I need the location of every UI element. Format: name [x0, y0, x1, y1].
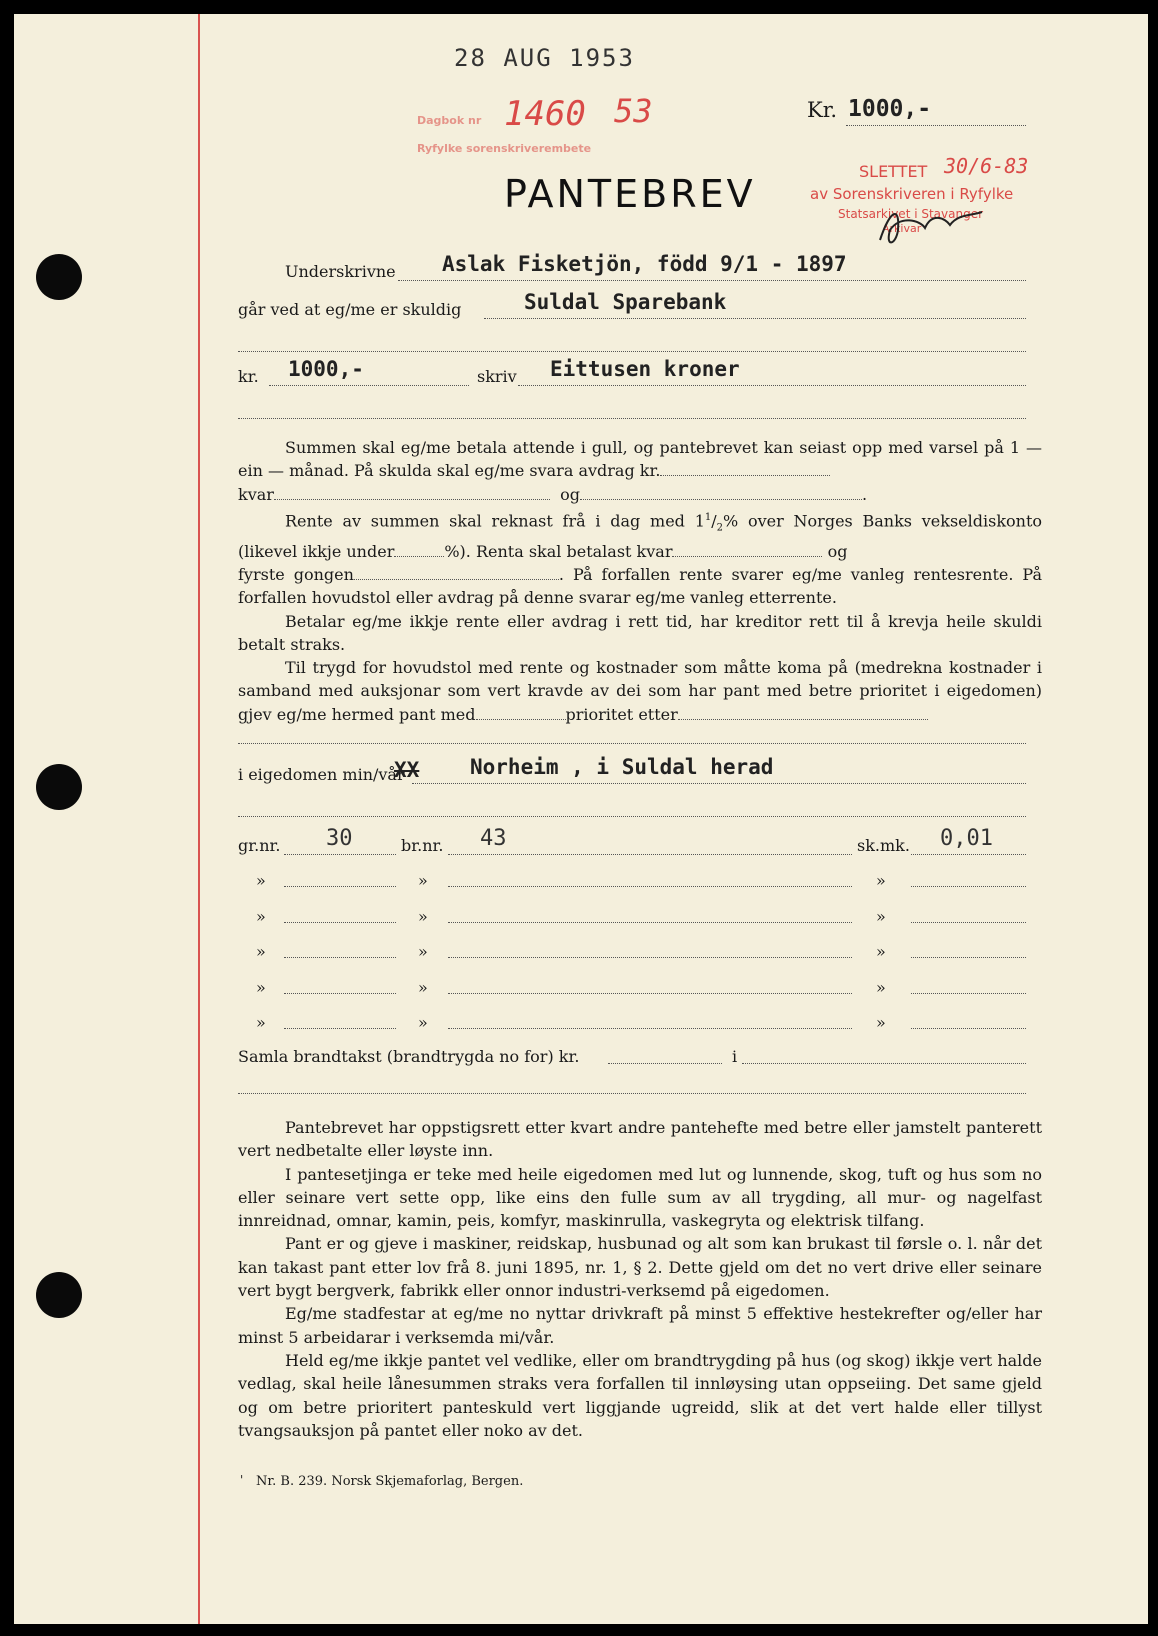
condition-paragraph: Held eg/me ikkje pantet vel vedlike, eller om brandtrygding på hus (og skog) ikkje vert halde vedlag, skal heile lånesummen straks vera forfallen til innløysing utan oppseiing. Det same gjeld og om betre prioritert panteskuld vert liggjande ugreidd, slik at det vert halde eller tillyst tvangsauksjon på pantet eller noko av det. — [238, 1350, 1042, 1440]
footer-tick: ' — [240, 1473, 244, 1487]
punch-hole — [36, 254, 82, 300]
date-stamp: 28 AUG 1953 — [454, 44, 635, 72]
dotted-line — [518, 384, 1026, 386]
dotted-line — [484, 317, 1026, 319]
amount-header-value: 1000,- — [848, 96, 932, 122]
terms-paragraph-3: Betalar eg/me ikkje rente eller avdrag i rett tid, har kreditor rett til å krevja heile skuldi betalt straks. — [238, 611, 1042, 654]
dotted-line — [846, 124, 1026, 126]
deletion-stamp-line2: av Sorenskriveren i Ryfylke — [810, 185, 1014, 203]
dotted-line — [238, 742, 1026, 744]
condition-paragraph: Pantebrevet har oppstigsrett etter kvart andre pantehefte med betre eller jamstelt panterett vert nedbetalte eller løyste inn. — [238, 1118, 1042, 1161]
gr-label: gr.nr. — [238, 836, 281, 855]
registration-number: 1460 — [504, 94, 586, 134]
registration-stamp-line1: Dagbok nr — [417, 114, 482, 127]
registration-year: 53 — [614, 92, 653, 130]
kr-label: kr. — [238, 367, 259, 386]
margin-line — [198, 14, 200, 1624]
dotted-line — [608, 1062, 722, 1064]
sk-label: sk.mk. — [857, 836, 910, 855]
condition-paragraph: Pant er og gjeve i maskiner, reidskap, husbunad og alt som kan brukast til førsle o. l. når det kan takast pant etter lov frå 8. juni 1895, nr. 1, § 2. Dette gjeld om det no vert drive eller seinare vert bygt bergverk, fabrikk eller onnor industri-verksemd på eigedomen. — [238, 1234, 1042, 1301]
deletion-stamp-line4: Arkivar — [882, 222, 922, 235]
brandtakst-i: i — [732, 1047, 738, 1066]
dotted-line — [911, 853, 1026, 855]
brandtakst-label: Samla brandtakst (brandtrygda no for) kr. — [238, 1047, 580, 1066]
punch-hole — [36, 764, 82, 810]
footer-text: Nr. B. 239. Norsk Skjemaforlag, Bergen. — [256, 1474, 524, 1489]
conditions-block — [238, 1116, 1042, 1442]
document-page: 28 AUG 1953 Dagbok nr Ryfylke sorenskriverembete 1460 53 Kr. 1000,- PANTEBREV SLETTET 30/6-83 av Sorenskriveren i Ryfylke Statsarkivet i Stavanger Arkivar Underskrivne Aslak Fisketjön, född 9/1 - 1897 går ved at eg/me er skuldig Suldal Sparebank kr. 1000,- skriv Eittusen kroner Summen skal eg/me betala attende i gull, og pantebrevet kan seiast opp med varsel på 1 — ein — månad. På skulda skal eg/me svara avdrag kr. kvar og . Rente av summen skal reknast frå i dag med $1^1/_2\%$ over Norges Banks vekseldiskonto (likevel ikkje under %). Renta skal betalast kvar og fyrste gongen . På forfallen rente svarer eg/me vanleg rentesrente. På forfallen hovudstol eller avdrag på denne svarar eg/me vanleg etterrente. Betalar eg/me ikkje rente eller avdrag i rett tid, har kreditor rett til å krevja heile skuldi betalt straks. Til trygd for hovudstol med rente og kostnader som måtte koma på (medrekna kostnader i samband med auksjonar som vert kravde av dei som har pant med betre prioritet i eigedomen) gjev eg/me hermed pant med prioritet etter i eigedomen min/vår XX Norheim , i Suldal herad gr.nr. 30 br.nr. 43 sk.mk. 0,01 » » » » » » » » » » » » » » » Samla brandtakst (brandtrygda no for) kr. i Pantebrevet har oppstigsrett etter kvart andre pantehefte med betre eller jamstelt panterett vert nedbetalte eller løyste inn. I pantesetjinga er teke med heile eigedomen med lut og lunnende, skog, tuft og hus som no eller seinare vert sette opp, like eins den fulle sum av all trygding, all mur- og nagelfast innreidnad, omnar, kamin, peis, komfyr, maskinrulla, vaskegryta og elektrisk tilfang. Pant er og gjeve i maskiner, reidskap, husbunad og alt som kan brukast til førsle o. l. når det kan takast pant etter lov frå 8. juni 1895, nr. 1, § 2. Dette gjeld om det no vert drive eller seinare vert bygt bergverk, fabrikk eller onnor industri-verksemd på eigedomen. Eg/me stadfestar at eg/me no nyttar drivkraft på minst 5 effektive hestekrefter og/eller har minst 5 arbeidarar i verksemda mi/vår. Held eg/me ikkje pantet vel vedlike, eller om brandtrygding på hus (og skog) ikkje vert halde vedlag, skal heile lånesummen straks vera forfallen til innløysing utan oppseiing. Det same gjeld og om betre prioritert panteskuld vert liggjande ugreidd, slik at det vert halde eller tillyst tvangsauksjon på pantet eller noko av det. ' Nr. B. 239. Norsk Skjemaforlag, Bergen. — [14, 14, 1148, 1624]
dotted-line — [238, 417, 1026, 419]
terms-kvar-line: kvar og . — [238, 484, 868, 504]
eigedom-struck: XX — [394, 758, 420, 782]
sk-value: 0,01 — [940, 826, 993, 851]
amount-header-label: Kr. — [807, 98, 838, 122]
dotted-line — [284, 853, 396, 855]
br-label: br.nr. — [401, 836, 444, 855]
dotted-line — [398, 279, 1026, 281]
dotted-line — [448, 853, 852, 855]
dotted-line — [238, 350, 1026, 352]
kr-value: 1000,- — [288, 357, 364, 381]
dotted-line — [412, 782, 1026, 784]
registration-stamp-line2: Ryfylke sorenskriverembete — [417, 142, 592, 155]
skuldig-value: Suldal Sparebank — [524, 290, 727, 314]
dotted-line — [238, 1092, 1026, 1094]
terms-block — [238, 436, 1042, 726]
deletion-stamp-line1: SLETTET — [859, 162, 928, 181]
br-value: 43 — [480, 826, 507, 851]
condition-paragraph: I pantesetjinga er teke med heile eigedomen med lut og lunnende, skog, tuft og hus som no eller seinare vert sette opp, like eins den fulle sum av all trygding, all mur- og nagelfast innreidnad, omnar, kamin, peis, komfyr, maskinrulla, vaskegryta og elektrisk tilfang. — [238, 1164, 1042, 1231]
underskrivne-label: Underskrivne — [285, 262, 396, 281]
terms-paragraph-4: Til trygd for hovudstol med rente og kostnader som måtte koma på (medrekna kostnader i samband med auksjonar som vert kravde av dei som har pant med betre prioritet i eigedomen) gjev eg/me hermed pant med prioritet etter — [238, 658, 1042, 724]
dotted-line — [238, 815, 1026, 817]
skriv-value: Eittusen kroner — [550, 357, 740, 381]
skuldig-label: går ved at eg/me er skuldig — [238, 300, 462, 319]
deletion-stamp-line3: Statsarkivet i Stavanger — [838, 207, 984, 221]
skriv-label: skriv — [477, 367, 517, 386]
deletion-stamp-date: 30/6-83 — [944, 154, 1029, 178]
underskrivne-value: Aslak Fisketjön, född 9/1 - 1897 — [442, 252, 847, 276]
gr-value: 30 — [326, 826, 353, 851]
eigedom-label: i eigedomen min/vår — [238, 765, 405, 784]
dotted-line — [269, 384, 469, 386]
eigedom-value: Norheim , i Suldal herad — [470, 755, 774, 779]
condition-paragraph: Eg/me stadfestar at eg/me no nyttar drivkraft på minst 5 effektive hestekrefter og/eller har minst 5 arbeidarar i verksemda mi/vår. — [238, 1304, 1042, 1347]
dotted-line — [742, 1062, 1026, 1064]
terms-paragraph-2: Rente av summen skal reknast frå i dag med $1^1/_2\%$ over Norges Banks vekseldiskonto (likevel ikkje under %). Renta skal betalast kvar og fyrste gongen . På forfallen rente svarer eg/me vanleg rentesrente. På forfallen hovudstol eller avdrag på denne svarar eg/me vanleg etterrente. — [238, 511, 1043, 608]
document-title: PANTEBREV — [504, 172, 756, 216]
punch-hole — [36, 1272, 82, 1318]
signature-icon — [870, 200, 990, 250]
terms-paragraph-1: Summen skal eg/me betala attende i gull, og pantebrevet kan seiast opp med varsel på 1 — ein — månad. På skulda skal eg/me svara avdrag kr. — [238, 438, 1042, 481]
